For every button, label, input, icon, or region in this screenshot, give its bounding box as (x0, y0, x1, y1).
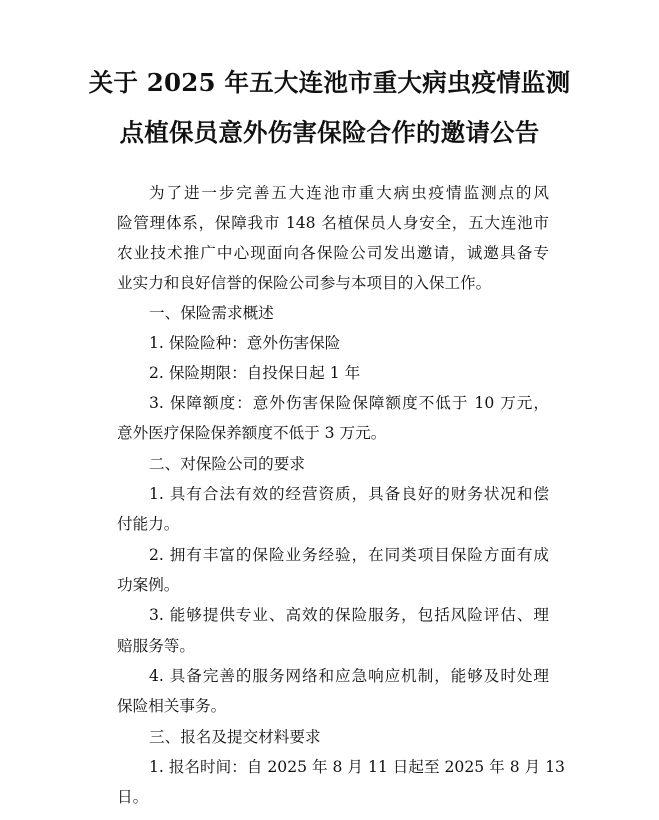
intro-line-3: 农业技术推广中心现面向各保险公司发出邀请，诚邀具备专 (117, 244, 549, 262)
section-2-item-2-line-2: 功案例。 (117, 576, 180, 594)
title-line-1: 关于 2025 年五大连池市重大病虫疫情监测 (88, 68, 571, 97)
section-1-item-3-line-1: 3. 保障额度：意外伤害保险保障额度不低于 10 万元， (149, 394, 549, 412)
section-1-item-2: 2. 保险期限：自投保日起 1 年 (149, 364, 361, 382)
section-2-item-3-line-2: 赔服务等。 (117, 637, 195, 655)
section-2-item-1-line-1: 1. 具有合法有效的经营资质，具备良好的财务状况和偿 (149, 485, 549, 503)
section-2-item-4-line-2: 保险相关事务。 (117, 697, 227, 715)
section-2-item-2-line-1: 2. 拥有丰富的保险业务经验，在同类项目保险方面有成 (149, 546, 549, 564)
section-3-heading: 三、报名及提交材料要求 (149, 728, 321, 746)
section-2-item-1-line-2: 付能力。 (117, 515, 180, 533)
title-line-2: 点植保员意外伤害保险合作的邀请公告 (119, 118, 540, 147)
section-1-item-3-line-2: 意外医疗保险保养额度不低于 3 万元。 (117, 424, 387, 442)
section-3-item-1-line-2: 日。 (117, 788, 149, 806)
intro-line-4: 业实力和良好信誉的保险公司参与本项目的入保工作。 (117, 274, 492, 292)
section-1-item-1: 1. 保险险种：意外伤害保险 (149, 334, 341, 352)
intro-line-2: 险管理体系，保障我市 148 名植保员人身安全，五大连池市 (117, 214, 549, 232)
section-2-heading: 二、对保险公司的要求 (149, 455, 305, 473)
section-3-item-1-line-1: 1. 报名时间：自 2025 年 8 月 11 日起至 2025 年 8 月 13 (149, 758, 565, 776)
intro-line-1: 为了进一步完善五大连池市重大病虫疫情监测点的风 (149, 184, 549, 202)
section-2-item-3-line-1: 3. 能够提供专业、高效的保险服务，包括风险评估、理 (149, 606, 549, 624)
section-1-heading: 一、保险需求概述 (149, 304, 274, 322)
section-2-item-4-line-1: 4. 具备完善的服务网络和应急响应机制，能够及时处理 (149, 667, 549, 685)
